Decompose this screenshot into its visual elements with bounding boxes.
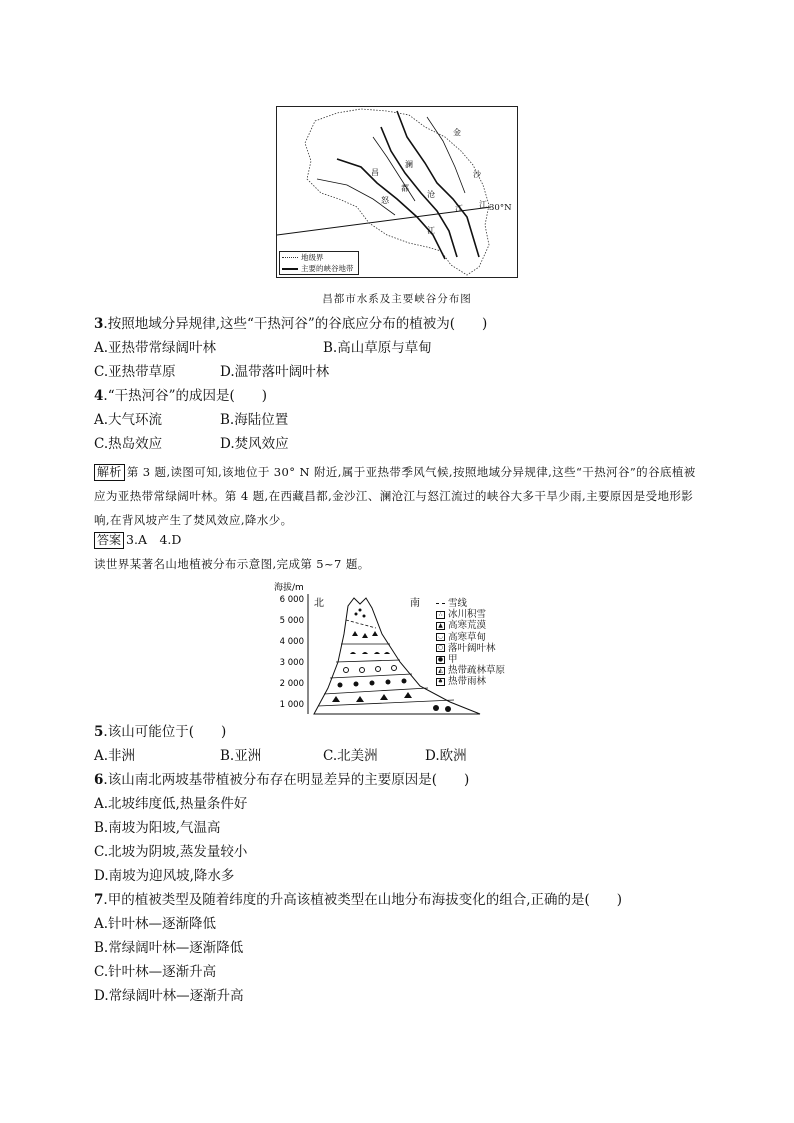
legend-item [436,632,505,643]
option-4c: C.热岛效应 [94,436,163,452]
y-tick-label: 2 000 [279,679,304,689]
y-tick-label: 5 000 [279,616,304,626]
dashed-line-icon [436,603,445,604]
dots-icon: ∴ [436,611,445,619]
legend-label: 冰川积雪 [448,609,487,621]
rainforest-icon: ♠ [437,677,444,685]
place-label: 都 [401,184,409,193]
question-5 [94,723,226,741]
south-label: 南 [410,598,420,609]
river-label: 江 [479,200,487,209]
question-stem: .该山南北两坡基带植被分布存在明显差异的主要原因是( ) [103,772,470,788]
legend-label: 甲 [448,653,458,665]
legend-item [436,654,505,665]
question-number: 7 [94,892,104,908]
legend-item [436,665,505,676]
option-6a: A.北坡纬度低,热量条件好 [94,796,248,812]
legend-item [436,620,505,631]
answer-tag: 答案 [94,532,124,549]
question-stem: .该山可能位于( ) [103,724,227,740]
legend-boundary: 地级界 [301,253,324,262]
legend-label: 热带雨林 [448,676,487,688]
option-4a: A.大气环流 [94,412,163,428]
river-label: 沙 [473,170,481,179]
question-number: 3 [94,316,104,332]
option-7c: C.针叶林—逐渐升高 [94,964,217,980]
option-5a: A.非洲 [94,748,136,764]
question-stem: .按照地域分异规律,这些“干热河谷”的谷底应分布的植被为( ) [103,316,488,332]
legend-label: 落叶阔叶林 [448,642,496,654]
dotted-line-icon [282,257,298,258]
river-label: 怒 [381,196,389,205]
question-number: 6 [94,772,104,788]
y-tick-label: 3 000 [279,658,304,668]
legend-label: 雪线 [448,598,468,609]
analysis-tag: 解析 [94,464,125,481]
option-5c: C.北美洲 [323,748,378,764]
river-label: 金 [453,128,461,137]
map-caption: 昌都市水系及主要峡谷分布图 [322,293,472,305]
option-6b: B.南坡为阳坡,气温高 [94,820,221,836]
option-6d: D.南坡为迎风坡,降水多 [94,868,235,884]
analysis-block [94,460,706,532]
answer-block [94,531,181,549]
y-tick-label: 4 000 [279,637,304,647]
legend-item [436,643,505,654]
north-label: 北 [314,598,324,609]
legend-label: 高寒草甸 [448,631,487,643]
filled-circle-icon: ● [437,655,444,663]
question-6 [94,771,469,789]
option-4b: B.海陆位置 [220,412,289,428]
option-7a: A.针叶林—逐渐降低 [94,916,217,932]
question-stem: .“干热河谷”的成因是( ) [103,388,268,404]
solid-line-icon [282,268,298,270]
river-label: 江 [455,204,463,213]
grass-icon: ◡ [437,633,444,641]
open-circle-icon: ○ [437,644,444,652]
option-5b: B.亚洲 [220,748,262,764]
latitude-label: 30°N [489,203,512,213]
option-6c: C.北坡为阴坡,蒸发量较小 [94,844,248,860]
option-3c: C.亚热带草原 [94,364,176,380]
option-7d: D.常绿阔叶林—逐渐升高 [94,988,244,1004]
answer-text: 3.A 4.D [126,532,182,547]
option-4d: D.焚风效应 [220,436,289,452]
option-3a: A.亚热带常绿阔叶林 [94,340,217,356]
question-number: 5 [94,724,104,740]
river-label: 沧 [427,190,435,199]
question-stem: .甲的植被类型及随着纬度的升高该植被类型在山地分布海拔变化的组合,正确的是( ) [103,892,623,908]
legend-item [436,609,505,620]
question-number: 4 [94,388,104,404]
river-label: 江 [427,226,435,235]
legend-canyon: 主要的峡谷地带 [301,264,354,273]
nu-river [337,159,445,259]
mountain-legend [436,598,505,688]
river-map [276,106,518,278]
map-legend [279,251,359,275]
y-tick-label: 1 000 [279,700,304,710]
legend-label: 高寒荒漠 [448,620,487,632]
legend-label: 热带疏林草原 [448,665,506,677]
place-label: 昌 [371,168,379,177]
option-3b: B.高山草原与草甸 [323,340,432,356]
analysis-text: 第 3 题,读图可知,该地位于 30° N 附近,属于亚热带季风气候,按照地域分异规律,这些“干热河谷”的谷底植被应为亚热带常绿阔叶林。第 4 题,在西藏昌都,金沙江、澜沧江与怒江流过的峡谷大多干旱少雨,主要原因是受地形影响,在背风坡产生了焚风效应,降水少。 [94,465,696,527]
question-7 [94,891,622,909]
y-axis-label: 海拔/m [274,583,304,593]
legend-item [436,676,505,687]
triangle-icon: ▲ [436,622,445,630]
river-label: 澜 [405,160,413,169]
y-tick-label: 6 000 [279,595,304,605]
legend-item [436,598,505,609]
option-5d: D.欧洲 [425,748,467,764]
question-4 [94,387,267,405]
option-3d: D.温带落叶阔叶林 [220,364,330,380]
question-3 [94,315,487,333]
savanna-icon: ◭ [436,667,445,675]
group-intro: 读世界某著名山地植被分布示意图,完成第 5~7 题。 [94,557,370,571]
option-7b: B.常绿阔叶林—逐渐降低 [94,940,244,956]
